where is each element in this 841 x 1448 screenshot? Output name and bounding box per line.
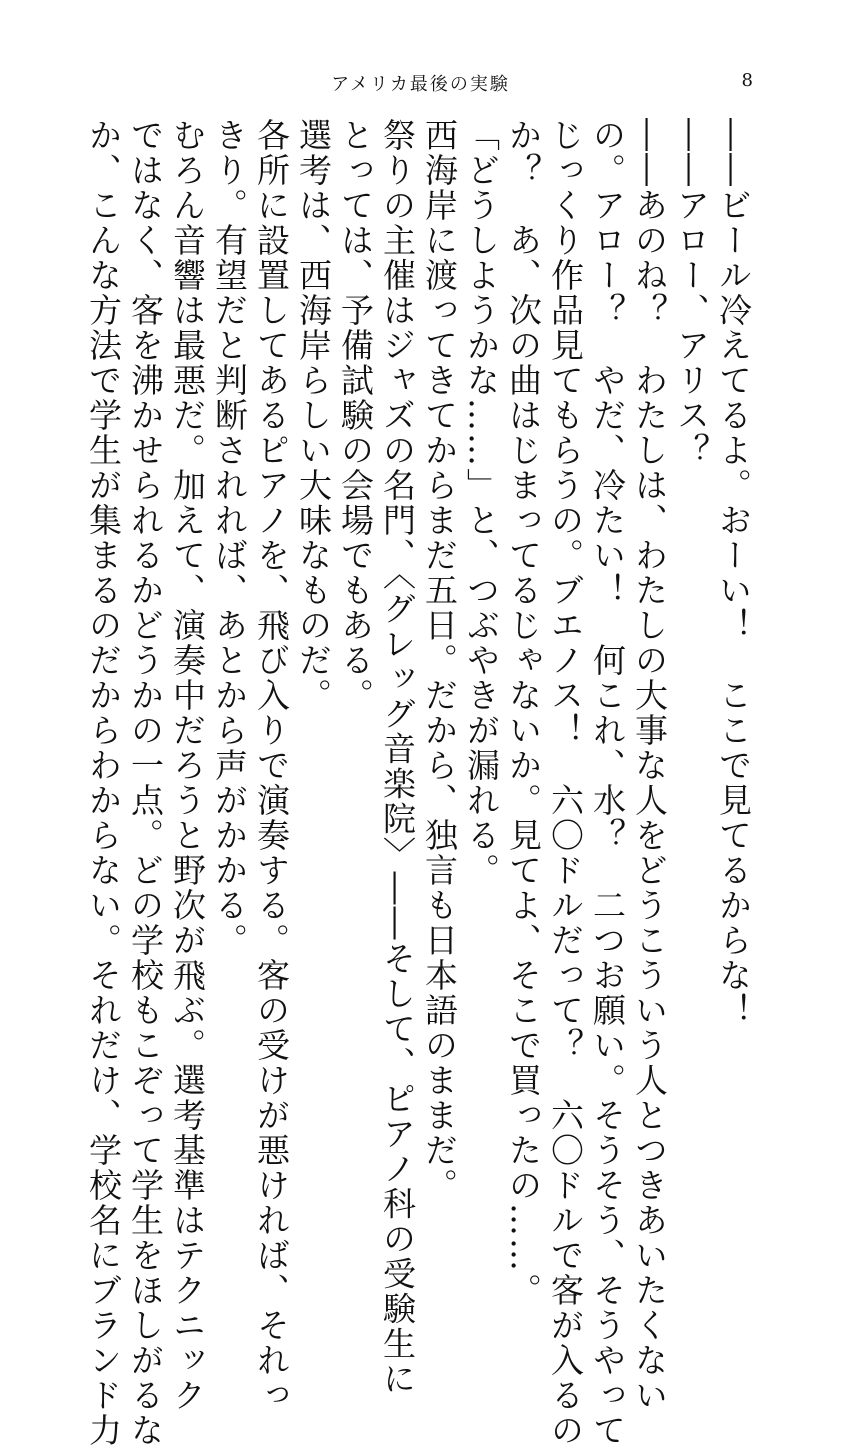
page-number: 8 <box>741 70 753 91</box>
text-line: きり。有望だと判断されれば、あとから声がかかる。 <box>210 118 249 958</box>
text-line: ――あのね？ わたしは、わたしの大事な人をどうこういう人とつきあいたくない <box>630 118 669 1413</box>
text-line: じっくり作品見てもらうの。ブエノス！ 六〇ドルだって？ 六〇ドルで客が入るの <box>546 118 585 1448</box>
running-title: アメリカ最後の実験 <box>331 74 510 95</box>
text-line: むろん音響は最悪だ。加えて、演奏中だろうと野次が飛ぶ。選考基準はテクニック <box>168 118 207 1413</box>
text-line: 選考は、西海岸らしい大味なものだ。 <box>294 118 333 713</box>
text-line: ――ビール冷えてるよ。おーい！ ここで見てるからな！ <box>714 118 753 1028</box>
text-line: とっては、予備試験の会場でもある。 <box>336 118 375 713</box>
vertical-body-text <box>84 118 754 1448</box>
text-line: か、こんな方法で学生が集まるのだからわからない。それだけ、学校名にブランド力 <box>84 118 123 1448</box>
text-line: 各所に設置してあるピアノを、飛び入りで演奏する。客の受けが悪ければ、それっ <box>252 118 291 1413</box>
text-line: 「どうしようかな……」と、つぶやきが漏れる。 <box>462 118 501 888</box>
text-line: ではなく、客を沸かせられるかどうかの一点。どの学校もこぞって学生をほしがるな <box>126 118 165 1448</box>
text-line: ――アロー、アリス？ <box>672 118 711 468</box>
text-line: の。アロー？ やだ、冷たい！ 何これ、水？ 二つお願い。そうそう、そうやって <box>588 118 627 1448</box>
text-line: 西海岸に渡ってきてからまだ五日。だから、独言も日本語のままだ。 <box>420 118 459 1203</box>
text-line: 祭りの主催はジャズの名門、〈グレッグ音楽院〉――そして、ピアノ科の受験生に <box>378 118 417 1397</box>
text-line: か？ あ、次の曲はじまってるじゃないか。見てよ、そこで買ったの……。 <box>504 118 543 1308</box>
